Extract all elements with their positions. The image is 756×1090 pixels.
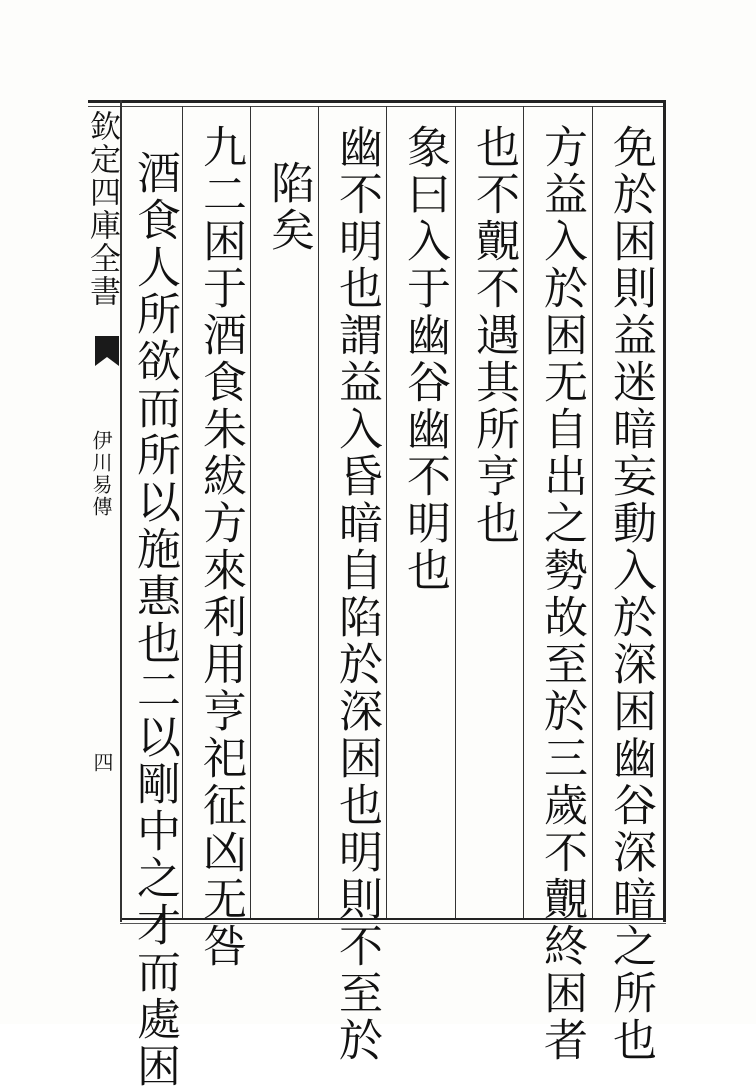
fishtail-mark-icon (95, 336, 119, 366)
text-column-6: 陷矣 (263, 160, 314, 254)
column-rule (386, 106, 387, 918)
text-column-5: 幽不明也謂益入昏暗自陷於深困也明則不至於 (331, 124, 382, 1064)
frame-border-top-inner (88, 106, 666, 107)
column-rule (523, 106, 524, 918)
text-column-8: 酒食人所欲而所以施惠也二以剛中之才而處困 (129, 150, 180, 1090)
margin-book-title: 伊川易傳 (89, 430, 113, 518)
text-column-7: 九二困于酒食朱紱方來利用亨祀征凶无咎 (195, 124, 246, 970)
column-rule (250, 106, 251, 918)
margin-title: 欽定四庫全書 (84, 110, 120, 308)
column-rule (455, 106, 456, 918)
frame-border-top (88, 100, 666, 103)
column-rule (318, 106, 319, 918)
text-column-2: 方益入於困无自出之勢故至於三歲不覿終困者 (536, 124, 587, 1064)
column-rule (182, 106, 183, 918)
text-column-1: 免於困則益迷暗妄動入於深困幽谷深暗之所也 (605, 124, 656, 1064)
margin-page-number: 四 (90, 752, 114, 772)
text-column-3: 也不覿不遇其所亨也 (468, 124, 519, 547)
column-rule (592, 106, 593, 918)
frame-border-right (663, 100, 666, 922)
text-column-4: 象曰入于幽谷幽不明也 (399, 124, 450, 594)
